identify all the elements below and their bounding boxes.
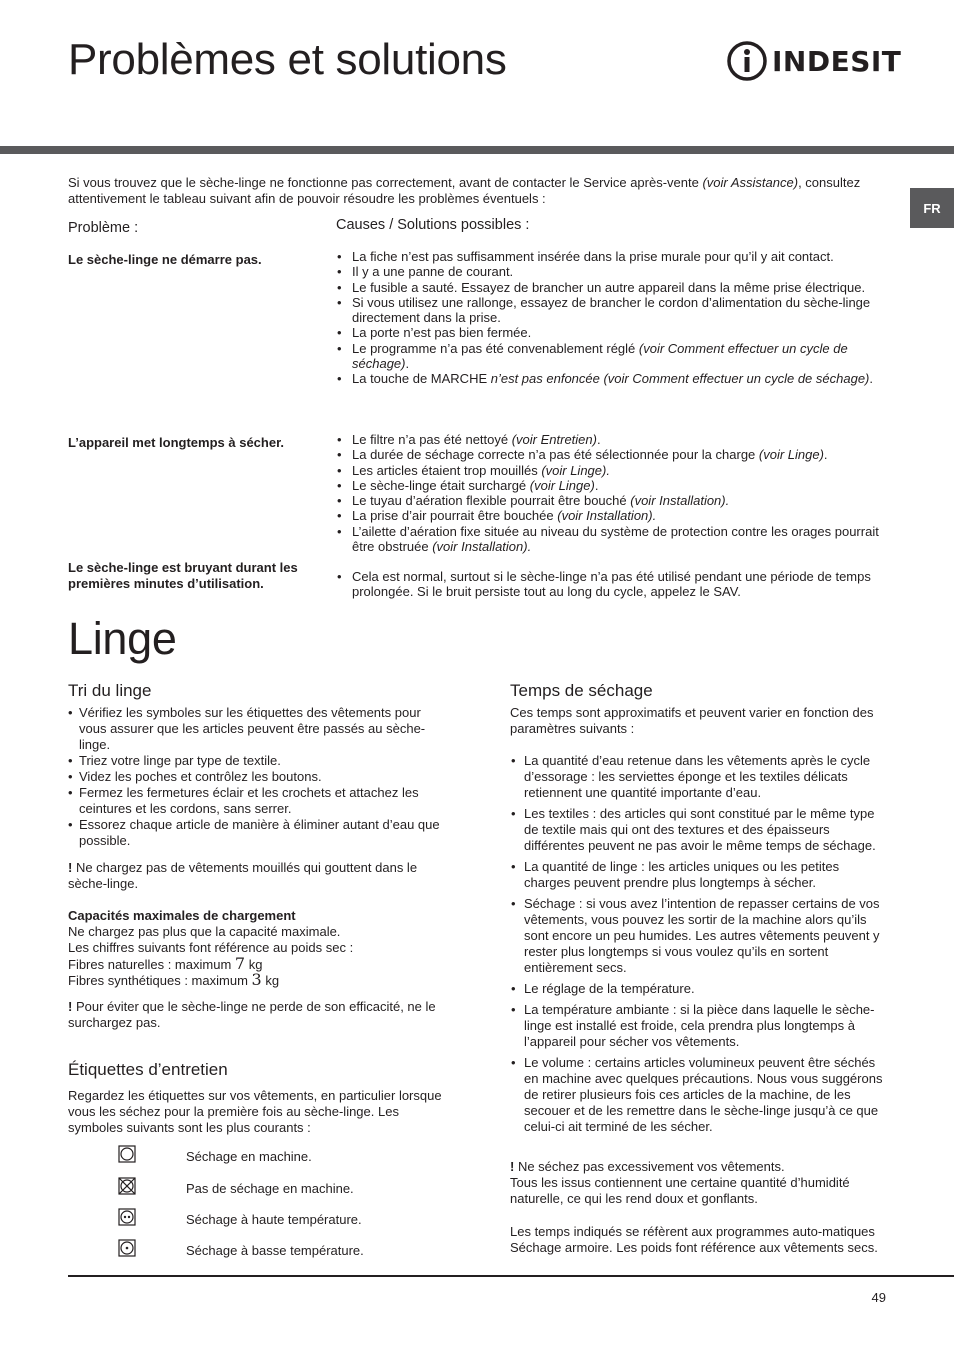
tumble-dry-icon — [118, 1145, 136, 1163]
problem-label: L’appareil met longtemps à sécher. — [68, 435, 285, 450]
intro-text: Si vous trouvez que le sèche-linge ne fonctionne pas correctement, avant de contacter le Service après-vente — [68, 175, 703, 190]
care-symbol-row — [118, 1208, 458, 1232]
list-item: • L’ailette d’aération fixe située au niveau du système de protection contre les orages pourrait être obstruée (voir Installation). — [336, 524, 886, 555]
footer-divider — [68, 1275, 954, 1277]
list-item: • La fiche n’est pas suffisamment insérée dans la prise murale pour qu’il y ait contact. — [336, 249, 886, 264]
intro-paragraph — [68, 175, 868, 207]
tri-heading: Tri du linge — [68, 681, 152, 700]
list-item: • La quantité d’eau retenue dans les vêtements après le cycle d’essorage : les serviettes éponge et les textiles délicats retiennent une quantité importante d’eau. — [510, 753, 888, 801]
temps-intro: Ces temps sont approximatifs et peuvent varier en fonction des paramètres suivants : — [510, 705, 874, 736]
list-item: • La touche de MARCHE n’est pas enfoncée (voir Comment effectuer un cycle de séchage). — [336, 371, 886, 386]
causes-list — [336, 249, 886, 387]
list-item: • Fermez les fermetures éclair et les crochets et attachez les ceintures et les cordons, sans serrer. — [68, 785, 448, 817]
header-divider — [0, 146, 954, 154]
care-symbol-row — [118, 1145, 458, 1169]
temps-warning: ! Ne séchez pas excessivement vos vêtements. Tous les issus contiennent une certaine quantité d’humidité naturelle, ce qui les rend doux et gonflants. — [510, 1159, 850, 1206]
brand-logo — [726, 40, 902, 82]
list-item: • Si vous utilisez une rallonge, essayez de brancher le cordon d’alimentation du sèche-linge directement dans la prise. — [336, 295, 886, 326]
care-symbol-label: Séchage en machine. — [186, 1149, 312, 1164]
temps-list — [510, 753, 888, 1140]
list-item: • Le réglage de la température. — [510, 981, 888, 997]
page-title: Problèmes et solutions — [68, 35, 507, 84]
list-item: • Vérifiez les symboles sur les étiquettes des vêtements pour vous assurer que les articles peuvent être passés au sèche-linge. — [68, 705, 448, 753]
list-item: • Le volume : certains articles volumineux peuvent être séchés en machine avec quelques précautions. Nous vous suggérons de retirer plusieurs fois ces articles de la machine, de les secouer et de les remettre dans le sèche-linge jusqu’à ce que celui-ci ait terminé de les sécher. — [510, 1055, 888, 1135]
list-item: • Le programme n’a pas été convenablement réglé (voir Comment effectuer un cycle de séchage). — [336, 341, 886, 372]
list-item: • La porte n’est pas bien fermée. — [336, 325, 886, 340]
tri-list — [68, 705, 448, 849]
care-symbol-label: Pas de séchage en machine. — [186, 1181, 354, 1196]
intro-reference: (voir Assistance) — [702, 175, 799, 190]
section-title: Linge — [68, 613, 177, 664]
list-item: • Cela est normal, surtout si le sèche-linge n’a pas été utilisé pendant une période de temps prolongée. Si le bruit persiste tout au long du cycle, appelez le SAV. — [336, 569, 886, 600]
problem-label: Le sèche-linge est bruyant durant les premières minutes d’utilisation. — [68, 560, 298, 591]
etiquettes-text: Regardez les étiquettes sur vos vêtements, en particulier lorsque vous les séchez pour la première fois au sèche-linge. Les symboles suivants sont les plus courants : — [68, 1088, 442, 1135]
indesit-logo-icon — [726, 40, 768, 82]
list-item: • Le sèche-linge était surchargé (voir Linge). — [336, 478, 886, 493]
list-item: • La quantité de linge : les articles uniques ou les petites charges peuvent prendre plus longtemps à sécher. — [510, 859, 888, 891]
language-tab: FR — [910, 188, 954, 228]
capacites-heading: Capacités maximales de chargement — [68, 908, 296, 923]
high-heat-dry-icon — [118, 1208, 136, 1226]
care-symbol-row — [118, 1177, 458, 1201]
causes-column-header: Causes / Solutions possibles : — [336, 217, 530, 233]
causes-list — [336, 569, 886, 600]
capacites-warning: ! Pour éviter que le sèche-linge ne perde de son efficacité, ne le surchargez pas. — [68, 999, 436, 1030]
causes-list — [336, 432, 886, 554]
list-item: • La durée de séchage correcte n’a pas été sélectionnée pour la charge (voir Linge). — [336, 447, 886, 462]
list-item: • Les textiles : des articles qui sont constitué par le même type de textile mais qui ont des textures et des épaisseurs différentes peuvent ne pas avoir le même temps de séchage. — [510, 806, 888, 854]
low-heat-dry-icon — [118, 1239, 136, 1257]
list-item: • Le tuyau d’aération flexible pourrait être bouché (voir Installation). — [336, 493, 886, 508]
care-symbol-label: Séchage à basse température. — [186, 1243, 364, 1258]
list-item: • Il y a une panne de courant. — [336, 264, 886, 279]
list-item: • Triez votre linge par type de textile. — [68, 753, 448, 769]
list-item: • Videz les poches et contrôlez les boutons. — [68, 769, 448, 785]
tri-warning: ! Ne chargez pas de vêtements mouillés qui gouttent dans le sèche-linge. — [68, 860, 418, 891]
problem-label: Le sèche-linge ne démarre pas. — [68, 252, 262, 267]
care-symbol-row — [118, 1239, 458, 1263]
intro-text-end: , consultez attentivement le tableau suivant afin de pouvoir résoudre les problèmes éventuels : — [68, 175, 861, 206]
page-number: 49 — [871, 1290, 886, 1305]
list-item: • Le filtre n’a pas été nettoyé (voir Entretien). — [336, 432, 886, 447]
synthetic-capacity: Fibres synthétiques : maximum 3 kg — [68, 970, 280, 989]
capacites-line: Ne chargez pas plus que la capacité maximale. — [68, 924, 341, 939]
list-item: • La température ambiante : si la pièce dans laquelle le sèche-linge est installé est froide, cela prendra plus longtemps à l’appareil pour sécher vos vêtements. — [510, 1002, 888, 1050]
natural-capacity: Fibres naturelles : maximum 7 kg — [68, 954, 263, 973]
list-item: • La prise d’air pourrait être bouchée (voir Installation). — [336, 508, 886, 523]
list-item: • Séchage : si vous avez l’intention de repasser certains de vos vêtements, vous pouvez les sortir de la machine alors qu’ils sont encore un peu humides. Les autres vêtements peuvent y rester plus longtemps si vous voulez qu’ils en sortent entièrement secs. — [510, 896, 888, 976]
care-symbol-label: Séchage à haute température. — [186, 1212, 362, 1227]
list-item: • Le fusible a sauté. Essayez de brancher un autre appareil dans la même prise électrique. — [336, 280, 886, 295]
temps-note: Les temps indiqués se réfèrent aux programmes auto-matiques Séchage armoire. Les poids font référence aux vêtements secs. — [510, 1224, 878, 1255]
problem-column-header: Problème : — [68, 220, 139, 236]
etiquettes-heading: Étiquettes d’entretien — [68, 1060, 228, 1079]
list-item: • Les articles étaient trop mouillés (voir Linge). — [336, 463, 886, 478]
brand-name: INDESIT — [772, 45, 902, 78]
no-tumble-dry-icon — [118, 1177, 136, 1195]
capacites-line: Les chiffres suivants font référence au poids sec : — [68, 940, 354, 955]
temps-heading: Temps de séchage — [510, 681, 653, 700]
list-item: • Essorez chaque article de manière à éliminer autant d’eau que possible. — [68, 817, 448, 849]
